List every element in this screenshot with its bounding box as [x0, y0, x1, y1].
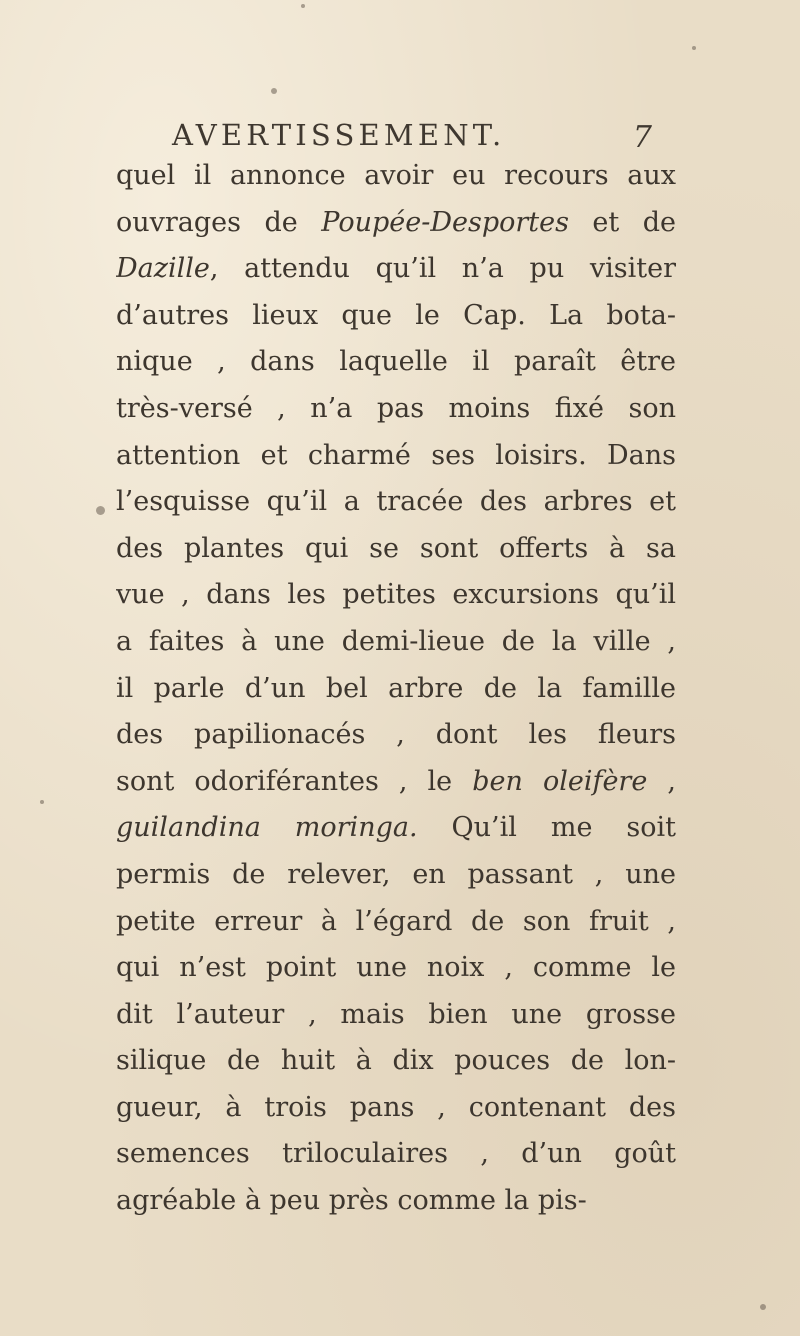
text-line [116, 852, 676, 899]
text-line [116, 805, 676, 852]
ink-speck [271, 88, 277, 94]
text-segment: des plantes qui se sont offerts à sa [116, 532, 676, 564]
text-line [116, 666, 676, 713]
text-segment: quel il annonce avoir eu recours aux [116, 160, 676, 191]
text-line [116, 293, 676, 340]
italic-text: ben oleifère [472, 765, 648, 797]
text-line [116, 619, 676, 666]
text-segment: qui n’est point une noix , comme le [116, 952, 676, 984]
text-segment: il parle d’un bel arbre de la famille [116, 672, 676, 704]
text-line [116, 1038, 676, 1085]
ink-speck [760, 1304, 766, 1310]
page-header [172, 118, 652, 158]
text-segment: dit l’auteur , mais bien une grosse [116, 998, 676, 1030]
text-segment: Qu’il me soit [417, 812, 676, 844]
text-segment: d’autres lieux que le Cap. La bota- [116, 299, 676, 331]
text-line [116, 1178, 676, 1225]
text-line [116, 945, 676, 992]
italic-text: Dazille [116, 253, 210, 285]
text-segment: et de [568, 206, 676, 238]
text-line [116, 712, 676, 759]
text-segment: semences triloculaires , d’un goût [116, 1138, 676, 1170]
text-segment: silique de huit à dix pouces de lon- [116, 1045, 676, 1077]
ink-speck [96, 506, 105, 515]
text-segment: ouvrages de [116, 206, 322, 238]
italic-text: Poupée-Desportes [321, 206, 569, 238]
text-segment: , [647, 765, 676, 797]
text-segment: vue , dans les petites excursions qu’il [116, 579, 676, 611]
text-segment: nique , dans laquelle il paraît être [116, 346, 676, 378]
text-line [116, 386, 676, 433]
text-segment: gueur, à trois pans , contenant des [116, 1091, 676, 1123]
text-line [116, 200, 676, 247]
text-segment: a faites à une demi-lieue de la ville , [116, 625, 676, 657]
italic-text: guilandina moringa. [116, 812, 418, 844]
text-line [116, 899, 676, 946]
text-line [116, 992, 676, 1039]
ink-speck [40, 800, 44, 804]
body-text [116, 153, 676, 1225]
ink-speck [692, 46, 696, 50]
text-segment: attention et charmé ses loisirs. Dans [116, 439, 676, 471]
page-number: 7 [632, 120, 652, 155]
ink-speck [301, 4, 305, 8]
text-line [116, 246, 676, 293]
text-line [116, 1131, 676, 1178]
text-segment: petite erreur à l’égard de son fruit , [116, 905, 676, 937]
text-line [116, 433, 676, 480]
text-segment: permis de relever, en passant , une [116, 858, 676, 890]
text-line [116, 526, 676, 573]
text-segment: sont odoriférantes , le [116, 765, 473, 797]
text-segment: agréable à peu près comme la pis- [116, 1185, 587, 1217]
text-line [116, 479, 676, 526]
text-segment: très-versé , n’a pas moins fixé son [116, 392, 676, 424]
text-line [116, 1085, 676, 1132]
text-segment: des papilionacés , dont les fleurs [116, 719, 676, 751]
text-line [116, 153, 676, 200]
running-head: AVERTISSEMENT. [172, 118, 506, 152]
text-segment: , attendu qu’il n’a pu visiter [209, 253, 676, 285]
text-line [116, 759, 676, 806]
text-line [116, 339, 676, 386]
text-segment: l’esquisse qu’il a tracée des arbres et [116, 486, 676, 518]
text-line [116, 572, 676, 619]
